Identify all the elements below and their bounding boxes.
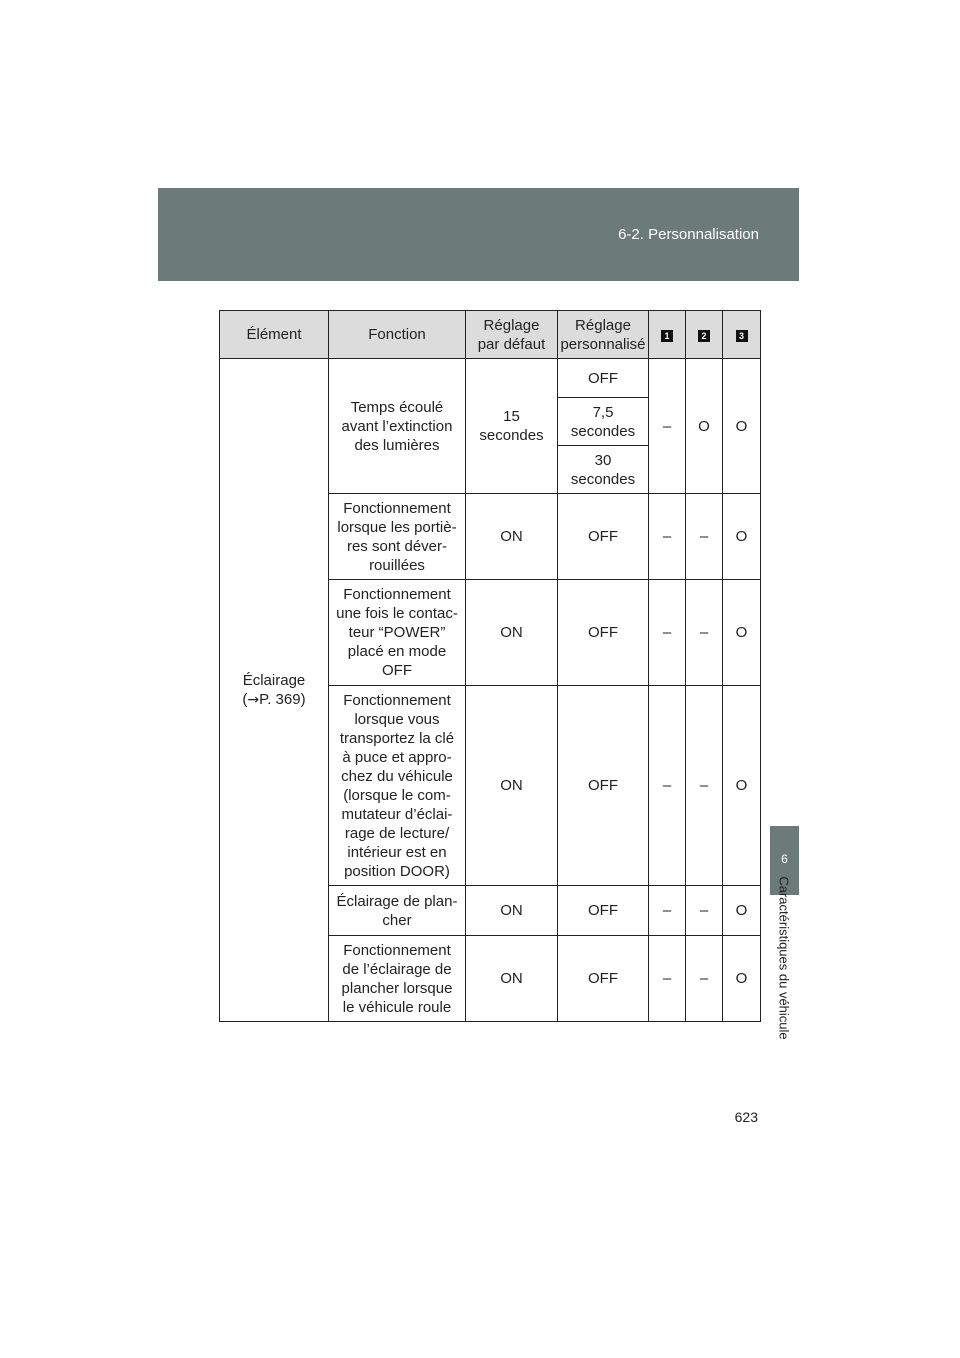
customization-table (219, 310, 761, 1022)
custom-cell: OFF (558, 580, 649, 686)
col2-cell: – (686, 886, 723, 936)
function-cell: Fonctionnement une fois le contac- teur “POWER” placé en mode OFF (329, 580, 466, 686)
default-cell: ON (466, 936, 558, 1022)
default-cell: ON (466, 686, 558, 886)
col2-cell: – (686, 686, 723, 886)
col2-cell: – (686, 494, 723, 580)
function-cell: Éclairage de plan- cher (329, 886, 466, 936)
header-col-3 (723, 311, 761, 359)
chapter-number: 6 (781, 852, 788, 866)
col3-cell: O (723, 686, 761, 886)
custom-cell: OFF (558, 494, 649, 580)
arrow-right-icon: → (247, 691, 260, 708)
col3-cell: O (723, 580, 761, 686)
custom-cell: 7,5 secondes (558, 398, 649, 446)
page-reference: P. 369 (259, 690, 301, 708)
header-custom: Réglage personnalisé (558, 311, 649, 359)
col2-cell: O (686, 359, 723, 494)
col1-cell: – (649, 936, 686, 1022)
number-3-icon: 3 (736, 330, 748, 342)
col3-cell: O (723, 886, 761, 936)
col1-cell: – (649, 580, 686, 686)
default-cell: ON (466, 580, 558, 686)
custom-cell: 30 secondes (558, 446, 649, 494)
function-cell: Temps écoulé avant l’extinction des lumières (329, 359, 466, 494)
function-cell: Fonctionnement lorsque les portiè- res sont déver- rouillées (329, 494, 466, 580)
header-function: Fonction (329, 311, 466, 359)
custom-cell: OFF (558, 936, 649, 1022)
element-cell: Éclairage (→P. 369) (220, 359, 329, 1022)
element-name: Éclairage (242, 671, 306, 689)
col3-cell: O (723, 494, 761, 580)
number-2-icon: 2 (698, 330, 710, 342)
default-cell: ON (466, 886, 558, 936)
page-number: 623 (734, 1109, 758, 1125)
function-cell: Fonctionnement de l’éclairage de plancher lorsque le véhicule roule (329, 936, 466, 1022)
function-cell: Fonctionnement lorsque vous transportez la clé à puce et appro- chez du véhicule (lorsque le com- mutateur d’éclai- rage de lecture/ intérieur est en position DOOR) (329, 686, 466, 886)
table-row (220, 359, 761, 398)
col1-cell: – (649, 494, 686, 580)
col1-cell: – (649, 359, 686, 494)
table-header-row (220, 311, 761, 359)
col2-cell: – (686, 936, 723, 1022)
col3-cell: O (723, 936, 761, 1022)
col1-cell: – (649, 686, 686, 886)
custom-cell: OFF (558, 886, 649, 936)
default-cell: ON (466, 494, 558, 580)
header-element: Élément (220, 311, 329, 359)
chapter-label: Caractéristiques du véhicule (776, 876, 792, 1040)
header-col-2 (686, 311, 723, 359)
col3-cell: O (723, 359, 761, 494)
default-cell: 15 secondes (466, 359, 558, 494)
header-col-1 (649, 311, 686, 359)
section-title: 6-2. Personnalisation (618, 226, 759, 243)
col2-cell: – (686, 580, 723, 686)
header-default: Réglage par défaut (466, 311, 558, 359)
col1-cell: – (649, 886, 686, 936)
number-1-icon: 1 (661, 330, 673, 342)
custom-cell: OFF (558, 686, 649, 886)
section-header-band (158, 188, 799, 281)
custom-cell: OFF (558, 359, 649, 398)
